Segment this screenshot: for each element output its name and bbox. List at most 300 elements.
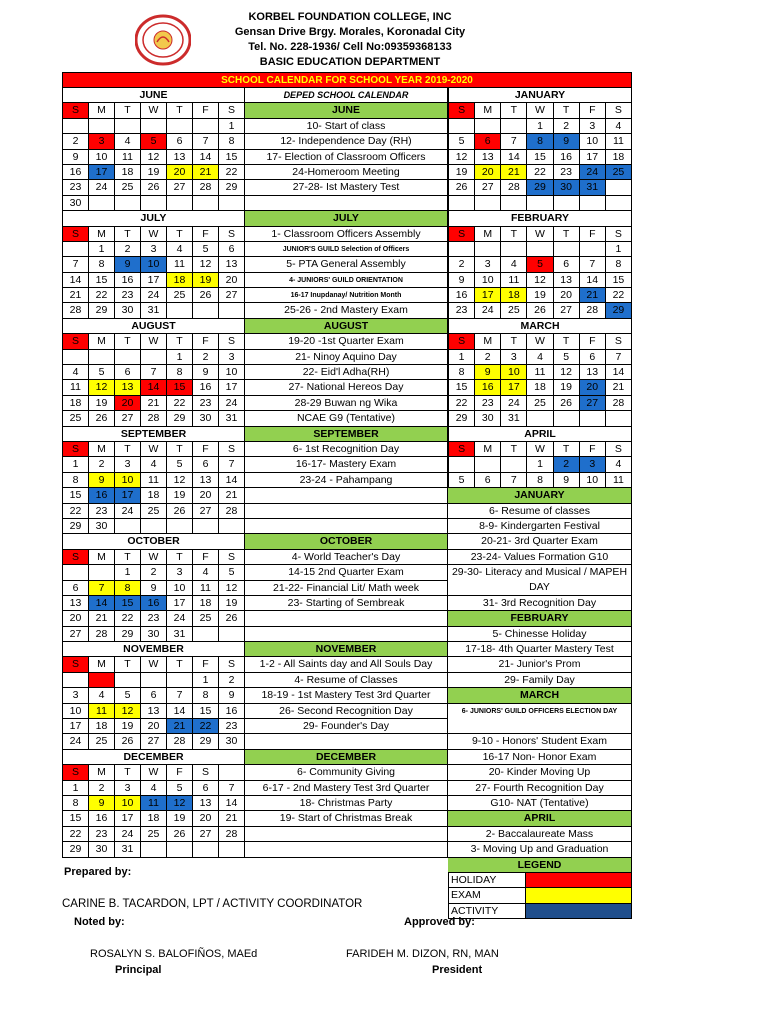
day-cell: 19 (115, 719, 141, 734)
day-cell: 5 (527, 257, 553, 272)
day-cell: 9 (115, 257, 141, 272)
day-cell: 15 (449, 380, 475, 395)
day-cell: 6 (115, 365, 141, 380)
event-item: 16-17 Non- Honor Exam (448, 750, 632, 765)
month-title: FEBRUARY (448, 211, 632, 226)
day-cell (527, 196, 553, 211)
day-cell (167, 519, 193, 534)
event-item: 21- Junior's Prom (448, 657, 632, 672)
weekday-header: M (475, 442, 501, 457)
day-cell: 25 (141, 504, 167, 519)
day-cell: 14 (606, 365, 632, 380)
month-event-heading: JUNE (245, 103, 448, 118)
weekday-header: T (115, 227, 141, 242)
legend-title: LEGEND (448, 858, 632, 873)
event-item: 18-19 - 1st Mastery Test 3rd Quarter (245, 688, 448, 703)
weekday-header: S (606, 442, 632, 457)
day-cell: 21 (219, 811, 245, 826)
principal-name: ROSALYN S. BALOFIÑOS, MAEd (90, 948, 258, 960)
day-cell (167, 196, 193, 211)
weekday-header: T (501, 442, 527, 457)
calendar-title: SCHOOL CALENDAR FOR SCHOOL YEAR 2019-2020 (62, 72, 632, 88)
day-cell: 1 (606, 242, 632, 257)
president-name: FARIDEH M. DIZON, RN, MAN (346, 948, 499, 960)
day-cell: 19 (89, 396, 115, 411)
day-cell: 14 (580, 273, 606, 288)
document-header (0, 0, 768, 72)
event-item: 27-28- Ist Mastery Test (245, 180, 448, 195)
day-cell (219, 519, 245, 534)
day-cell: 16 (89, 811, 115, 826)
day-cell: 12 (141, 150, 167, 165)
weekday-header: T (501, 227, 527, 242)
weekday-header: M (89, 334, 115, 349)
event-item: 28-29 Buwan ng Wika (245, 396, 448, 411)
month-title: AUGUST (62, 319, 245, 334)
day-cell: 24 (475, 303, 501, 318)
day-cell: 28 (141, 411, 167, 426)
event-item: 6- Resume of classes (448, 504, 632, 519)
day-cell: 30 (193, 411, 219, 426)
day-cell: 17 (501, 380, 527, 395)
day-cell (580, 196, 606, 211)
legend-row (448, 888, 632, 903)
day-cell: 16 (115, 273, 141, 288)
day-cell: 18 (89, 719, 115, 734)
day-cell: 11 (115, 150, 141, 165)
weekday-header: W (527, 227, 553, 242)
day-cell: 17 (475, 288, 501, 303)
day-cell: 4 (141, 457, 167, 472)
weekday-header: T (167, 227, 193, 242)
day-cell: 20 (167, 165, 193, 180)
day-cell: 2 (219, 673, 245, 688)
day-cell: 3 (141, 242, 167, 257)
weekday-header: S (63, 334, 89, 349)
day-cell: 3 (63, 688, 89, 703)
event-item: 8-9- Kindergarten Festival (448, 519, 632, 534)
day-cell: 22 (63, 827, 89, 842)
day-cell: 3 (167, 565, 193, 580)
day-cell: 10 (580, 134, 606, 149)
day-cell: 29 (89, 303, 115, 318)
day-cell (501, 196, 527, 211)
day-cell: 1 (527, 119, 553, 134)
day-cell (475, 119, 501, 134)
day-cell: 7 (606, 350, 632, 365)
day-cell: 4 (193, 565, 219, 580)
event-item: 5- Chinesse Holiday (448, 627, 632, 642)
day-cell: 24 (501, 396, 527, 411)
day-cell: 27 (167, 180, 193, 195)
day-cell: 9 (89, 473, 115, 488)
month-title: DECEMBER (62, 750, 245, 765)
day-cell: 25 (167, 288, 193, 303)
day-cell (63, 565, 89, 580)
day-cell: 8 (193, 688, 219, 703)
day-cell: 30 (554, 180, 580, 195)
day-cell (167, 119, 193, 134)
day-cell: 22 (115, 611, 141, 626)
day-cell: 17 (141, 273, 167, 288)
day-cell: 18 (527, 380, 553, 395)
day-cell: 11 (63, 380, 89, 395)
month-grid (62, 550, 245, 642)
day-cell: 26 (89, 411, 115, 426)
month-grid (62, 334, 245, 426)
day-cell: 22 (606, 288, 632, 303)
weekday-header: W (141, 550, 167, 565)
month-event-heading: SEPTEMBER (245, 427, 448, 442)
day-cell (580, 411, 606, 426)
day-cell: 26 (141, 180, 167, 195)
day-cell: 6 (167, 134, 193, 149)
day-cell: 3 (219, 350, 245, 365)
day-cell: 8 (115, 581, 141, 596)
legend-label: HOLIDAY (448, 873, 526, 888)
day-cell: 6 (475, 473, 501, 488)
day-cell: 30 (141, 627, 167, 642)
month-grid (62, 103, 245, 211)
day-cell: 12 (449, 150, 475, 165)
day-cell: 1 (89, 242, 115, 257)
day-cell: 3 (580, 457, 606, 472)
day-cell: 15 (89, 273, 115, 288)
weekday-header: M (475, 334, 501, 349)
day-cell: 7 (501, 134, 527, 149)
day-cell: 15 (527, 150, 553, 165)
day-cell: 11 (167, 257, 193, 272)
month-grid (448, 334, 632, 426)
day-cell: 7 (501, 473, 527, 488)
event-item: 21- Ninoy Aquino Day (245, 350, 448, 365)
day-cell: 16 (141, 596, 167, 611)
legend-swatch (526, 904, 632, 919)
school-name: KORBEL FOUNDATION COLLEGE, INC (248, 11, 452, 23)
day-cell: 11 (193, 581, 219, 596)
day-cell: 28 (167, 734, 193, 749)
event-item: 5- PTA General Assembly (245, 257, 448, 272)
day-cell: 10 (115, 796, 141, 811)
day-cell: 28 (606, 396, 632, 411)
day-cell: 18 (141, 488, 167, 503)
event-item: 29- Founder's Day (245, 719, 448, 734)
day-cell (606, 180, 632, 195)
day-cell: 2 (449, 257, 475, 272)
day-cell: 9 (193, 365, 219, 380)
day-cell: 26 (167, 827, 193, 842)
day-cell: 22 (193, 719, 219, 734)
day-cell: 28 (501, 180, 527, 195)
day-cell: 21 (167, 719, 193, 734)
day-cell: 23 (475, 396, 501, 411)
day-cell: 10 (219, 365, 245, 380)
day-cell: 4 (606, 119, 632, 134)
day-cell: 8 (527, 134, 553, 149)
day-cell: 30 (475, 411, 501, 426)
second-semester-column (448, 88, 632, 919)
day-cell: 18 (606, 150, 632, 165)
day-cell: 24 (115, 827, 141, 842)
event-item: 1- Classroom Officers Assembly (245, 227, 448, 242)
day-cell: 29 (115, 627, 141, 642)
event-item (245, 488, 448, 503)
day-cell: 5 (115, 688, 141, 703)
day-cell: 18 (141, 811, 167, 826)
day-cell: 6 (580, 350, 606, 365)
weekday-header: F (580, 227, 606, 242)
event-item: 19-20 -1st Quarter Exam (245, 334, 448, 349)
month-grid (448, 442, 632, 488)
weekday-header: F (580, 334, 606, 349)
day-cell: 6 (193, 457, 219, 472)
event-item: 25-26 - 2nd Mastery Exam (245, 303, 448, 318)
event-item: 22- Eid'l Adha(RH) (245, 365, 448, 380)
event-item: NCAE G9 (Tentative) (245, 411, 448, 426)
event-item (245, 734, 448, 749)
month-event-heading: JANUARY (448, 488, 632, 503)
day-cell: 31 (141, 303, 167, 318)
day-cell (141, 673, 167, 688)
day-cell: 25 (606, 165, 632, 180)
day-cell: 8 (63, 473, 89, 488)
weekday-header: S (606, 334, 632, 349)
day-cell (606, 196, 632, 211)
day-cell: 13 (63, 596, 89, 611)
day-cell: 3 (115, 781, 141, 796)
day-cell: 19 (167, 488, 193, 503)
event-item: 31- 3rd Recognition Day (448, 596, 632, 611)
day-cell (89, 119, 115, 134)
day-cell: 8 (89, 257, 115, 272)
weekday-header: T (167, 103, 193, 118)
day-cell: 5 (167, 457, 193, 472)
event-item: 26- Second Recognition Day (245, 704, 448, 719)
event-item: 29-30- Literacy and Musical / MAPEH DAY (448, 565, 632, 596)
day-cell: 7 (193, 134, 219, 149)
day-cell: 17 (115, 488, 141, 503)
weekday-header: M (89, 550, 115, 565)
day-cell: 8 (63, 796, 89, 811)
day-cell: 29 (527, 180, 553, 195)
day-cell: 22 (167, 396, 193, 411)
day-cell (580, 242, 606, 257)
day-cell: 17 (219, 380, 245, 395)
day-cell: 30 (89, 842, 115, 857)
day-cell: 9 (554, 473, 580, 488)
day-cell: 1 (167, 350, 193, 365)
month-title: SEPTEMBER (62, 427, 245, 442)
weekday-header: W (141, 657, 167, 672)
day-cell: 17 (580, 150, 606, 165)
noted-by-label: Noted by: (74, 916, 125, 928)
day-cell: 15 (115, 596, 141, 611)
school-calendar (62, 72, 632, 919)
day-cell: 12 (527, 273, 553, 288)
day-cell: 12 (193, 257, 219, 272)
day-cell: 26 (219, 611, 245, 626)
weekday-header: S (219, 334, 245, 349)
day-cell: 20 (193, 488, 219, 503)
day-cell: 6 (193, 781, 219, 796)
weekday-header: F (193, 227, 219, 242)
day-cell: 2 (89, 781, 115, 796)
weekday-header: S (219, 550, 245, 565)
day-cell: 14 (141, 380, 167, 395)
day-cell: 2 (63, 134, 89, 149)
month-title: JANUARY (448, 88, 632, 103)
month-title: JULY (62, 211, 245, 226)
day-cell (475, 196, 501, 211)
day-cell: 12 (89, 380, 115, 395)
weekday-header: T (167, 334, 193, 349)
weekday-header: S (219, 442, 245, 457)
day-cell: 1 (115, 565, 141, 580)
day-cell: 13 (219, 257, 245, 272)
day-cell: 3 (475, 257, 501, 272)
event-item: JUNIOR'S GUILD Selection of Officers (245, 242, 448, 257)
weekday-header: S (63, 765, 89, 780)
day-cell: 24 (63, 734, 89, 749)
day-cell: 27 (193, 504, 219, 519)
day-cell: 16 (449, 288, 475, 303)
month-event-heading: DECEMBER (245, 750, 448, 765)
weekday-header: T (115, 550, 141, 565)
month-grid (62, 765, 245, 857)
weekday-header: T (554, 103, 580, 118)
day-cell: 1 (193, 673, 219, 688)
day-cell (167, 673, 193, 688)
day-cell: 4 (167, 242, 193, 257)
day-cell: 21 (606, 380, 632, 395)
weekday-header: W (141, 334, 167, 349)
day-cell: 2 (554, 119, 580, 134)
day-cell (141, 196, 167, 211)
month-event-heading: MARCH (448, 688, 632, 703)
month-grid (62, 657, 245, 749)
day-cell: 11 (606, 473, 632, 488)
day-cell: 5 (141, 134, 167, 149)
event-item (245, 519, 448, 534)
day-cell: 9 (89, 796, 115, 811)
day-cell: 22 (449, 396, 475, 411)
day-cell: 4 (115, 134, 141, 149)
day-cell: 19 (193, 273, 219, 288)
weekday-header: T (167, 442, 193, 457)
event-item: 21-22- Financial Lit/ Math week (245, 581, 448, 596)
day-cell: 6 (63, 581, 89, 596)
day-cell: 9 (554, 134, 580, 149)
weekday-header: F (193, 103, 219, 118)
day-cell: 23 (193, 396, 219, 411)
day-cell (606, 411, 632, 426)
day-cell (475, 457, 501, 472)
day-cell (63, 350, 89, 365)
day-cell (89, 196, 115, 211)
day-cell: 23 (219, 719, 245, 734)
day-cell: 29 (449, 411, 475, 426)
day-cell: 23 (141, 611, 167, 626)
day-cell: 21 (89, 611, 115, 626)
day-cell: 14 (501, 150, 527, 165)
weekday-header: F (167, 765, 193, 780)
event-item (245, 611, 448, 626)
day-cell: 2 (115, 242, 141, 257)
weekday-header: M (475, 227, 501, 242)
day-cell (193, 519, 219, 534)
day-cell: 5 (554, 350, 580, 365)
day-cell: 31 (115, 842, 141, 857)
principal-title: Principal (115, 964, 162, 976)
day-cell (115, 519, 141, 534)
event-item: 12- Independence Day (RH) (245, 134, 448, 149)
legend-row (448, 904, 632, 919)
day-cell: 2 (475, 350, 501, 365)
day-cell: 25 (141, 827, 167, 842)
day-cell: 4 (606, 457, 632, 472)
day-cell: 11 (141, 796, 167, 811)
day-cell (193, 196, 219, 211)
event-item: 1-2 - All Saints day and All Souls Day (245, 657, 448, 672)
day-cell: 16 (219, 704, 245, 719)
first-semester-months (62, 88, 245, 858)
event-item: 4- World Teacher's Day (245, 550, 448, 565)
day-cell: 9 (141, 581, 167, 596)
event-item: 17- Election of Classroom Officers (245, 150, 448, 165)
day-cell: 24 (141, 288, 167, 303)
day-cell: 5 (193, 242, 219, 257)
event-item (245, 842, 448, 857)
weekday-header: M (89, 657, 115, 672)
day-cell: 10 (580, 473, 606, 488)
month-grid (62, 227, 245, 319)
day-cell (219, 196, 245, 211)
day-cell: 7 (580, 257, 606, 272)
day-cell: 18 (63, 396, 89, 411)
month-event-heading: APRIL (448, 811, 632, 826)
weekday-header: W (141, 227, 167, 242)
day-cell: 6 (141, 688, 167, 703)
day-cell: 12 (167, 796, 193, 811)
day-cell (115, 196, 141, 211)
day-cell: 9 (475, 365, 501, 380)
day-cell: 13 (580, 365, 606, 380)
day-cell: 14 (167, 704, 193, 719)
weekday-header: M (89, 103, 115, 118)
day-cell: 6 (475, 134, 501, 149)
day-cell: 23 (89, 827, 115, 842)
day-cell: 7 (63, 257, 89, 272)
day-cell (193, 627, 219, 642)
day-cell: 2 (141, 565, 167, 580)
day-cell: 26 (449, 180, 475, 195)
day-cell: 16 (475, 380, 501, 395)
day-cell: 11 (606, 134, 632, 149)
day-cell: 1 (527, 457, 553, 472)
day-cell: 21 (193, 165, 219, 180)
day-cell: 5 (89, 365, 115, 380)
day-cell: 2 (554, 457, 580, 472)
weekday-header: W (141, 765, 167, 780)
weekday-header: T (554, 442, 580, 457)
day-cell: 31 (501, 411, 527, 426)
day-cell: 7 (167, 688, 193, 703)
day-cell: 20 (141, 719, 167, 734)
day-cell: 30 (63, 196, 89, 211)
deped-calendar-label: DEPED SCHOOL CALENDAR (245, 88, 448, 103)
day-cell: 27 (554, 303, 580, 318)
event-item: 17-18- 4th Quarter Mastery Test (448, 642, 632, 657)
